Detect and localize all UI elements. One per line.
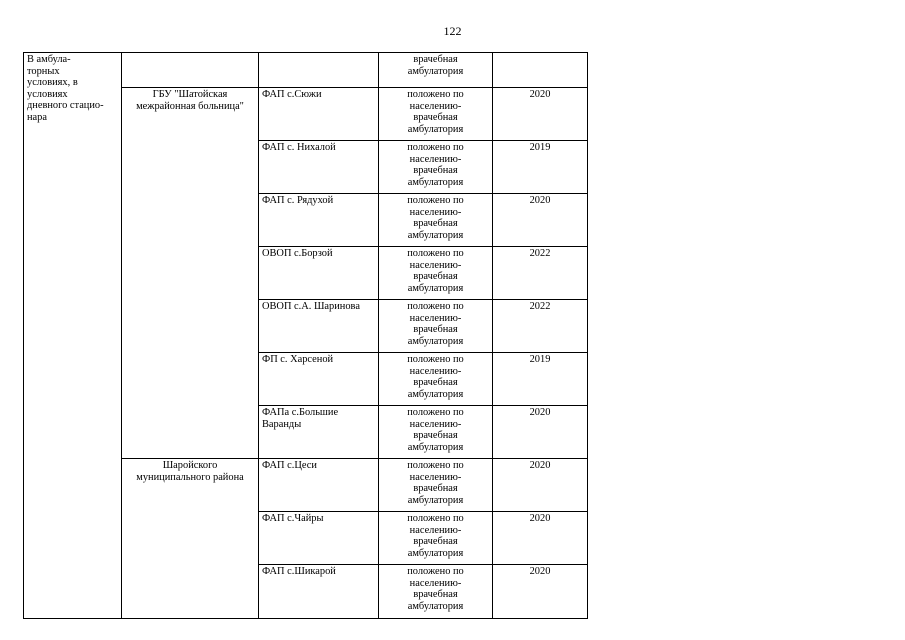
care-category-cell bbox=[24, 53, 122, 619]
year-cell: 2020 bbox=[493, 406, 588, 459]
facility-cell bbox=[259, 53, 379, 88]
organization-cell bbox=[122, 53, 259, 88]
facility-cell: ФАП с.Чайры bbox=[259, 512, 379, 565]
year-cell: 2020 bbox=[493, 88, 588, 141]
facility-cell: ФАПа с.Большие Варанды bbox=[259, 406, 379, 459]
facility-cell: ФП с. Харсеной bbox=[259, 353, 379, 406]
year-cell bbox=[493, 53, 588, 88]
facility-type-cell: положено по населению- врачебная амбулатория bbox=[379, 194, 493, 247]
page-number: 122 bbox=[443, 24, 462, 38]
facility-cell: ФАП с. Рядухой bbox=[259, 194, 379, 247]
year-cell: 2020 bbox=[493, 565, 588, 619]
year-cell: 2022 bbox=[493, 247, 588, 300]
table-body bbox=[24, 53, 588, 619]
care-category-text: В амбула- торных условиях, в условиях дневного стацио- нара bbox=[27, 54, 104, 123]
facility-cell: ФАП с. Нихалой bbox=[259, 141, 379, 194]
facility-cell: ФАП с.Цеси bbox=[259, 459, 379, 512]
year-cell: 2020 bbox=[493, 194, 588, 247]
facility-cell: ОВОП с.А. Шаринова bbox=[259, 300, 379, 353]
facility-cell: ОВОП с.Борзой bbox=[259, 247, 379, 300]
year-cell: 2020 bbox=[493, 512, 588, 565]
facility-type-cell: положено по населению- врачебная амбулатория bbox=[379, 300, 493, 353]
year-cell: 2022 bbox=[493, 300, 588, 353]
facility-type-cell: положено по населению- врачебная амбулатория bbox=[379, 565, 493, 619]
facility-type-cell: положено по населению- врачебная амбулатория bbox=[379, 88, 493, 141]
facility-type-cell: положено по населению- врачебная амбулатория bbox=[379, 406, 493, 459]
facility-cell: ФАП с.Шикарой bbox=[259, 565, 379, 619]
facility-type-cell: положено по населению- врачебная амбулатория bbox=[379, 459, 493, 512]
facility-type-cell: положено по населению- врачебная амбулатория bbox=[379, 512, 493, 565]
year-cell: 2019 bbox=[493, 353, 588, 406]
year-cell: 2020 bbox=[493, 459, 588, 512]
year-cell: 2019 bbox=[493, 141, 588, 194]
facility-type-cell: положено по населению- врачебная амбулатория bbox=[379, 141, 493, 194]
facilities-table bbox=[23, 52, 588, 619]
facility-type-cell: положено по населению- врачебная амбулатория bbox=[379, 353, 493, 406]
facility-cell: ФАП с.Сюжи bbox=[259, 88, 379, 141]
facility-type-cell: врачебная амбулатория bbox=[379, 53, 493, 88]
organization-cell: Шаройского муниципального района bbox=[122, 459, 259, 619]
organization-cell: ГБУ "Шатойская межрайонная больница" bbox=[122, 88, 259, 459]
table-row bbox=[24, 53, 588, 88]
facility-type-cell: положено по населению- врачебная амбулатория bbox=[379, 247, 493, 300]
